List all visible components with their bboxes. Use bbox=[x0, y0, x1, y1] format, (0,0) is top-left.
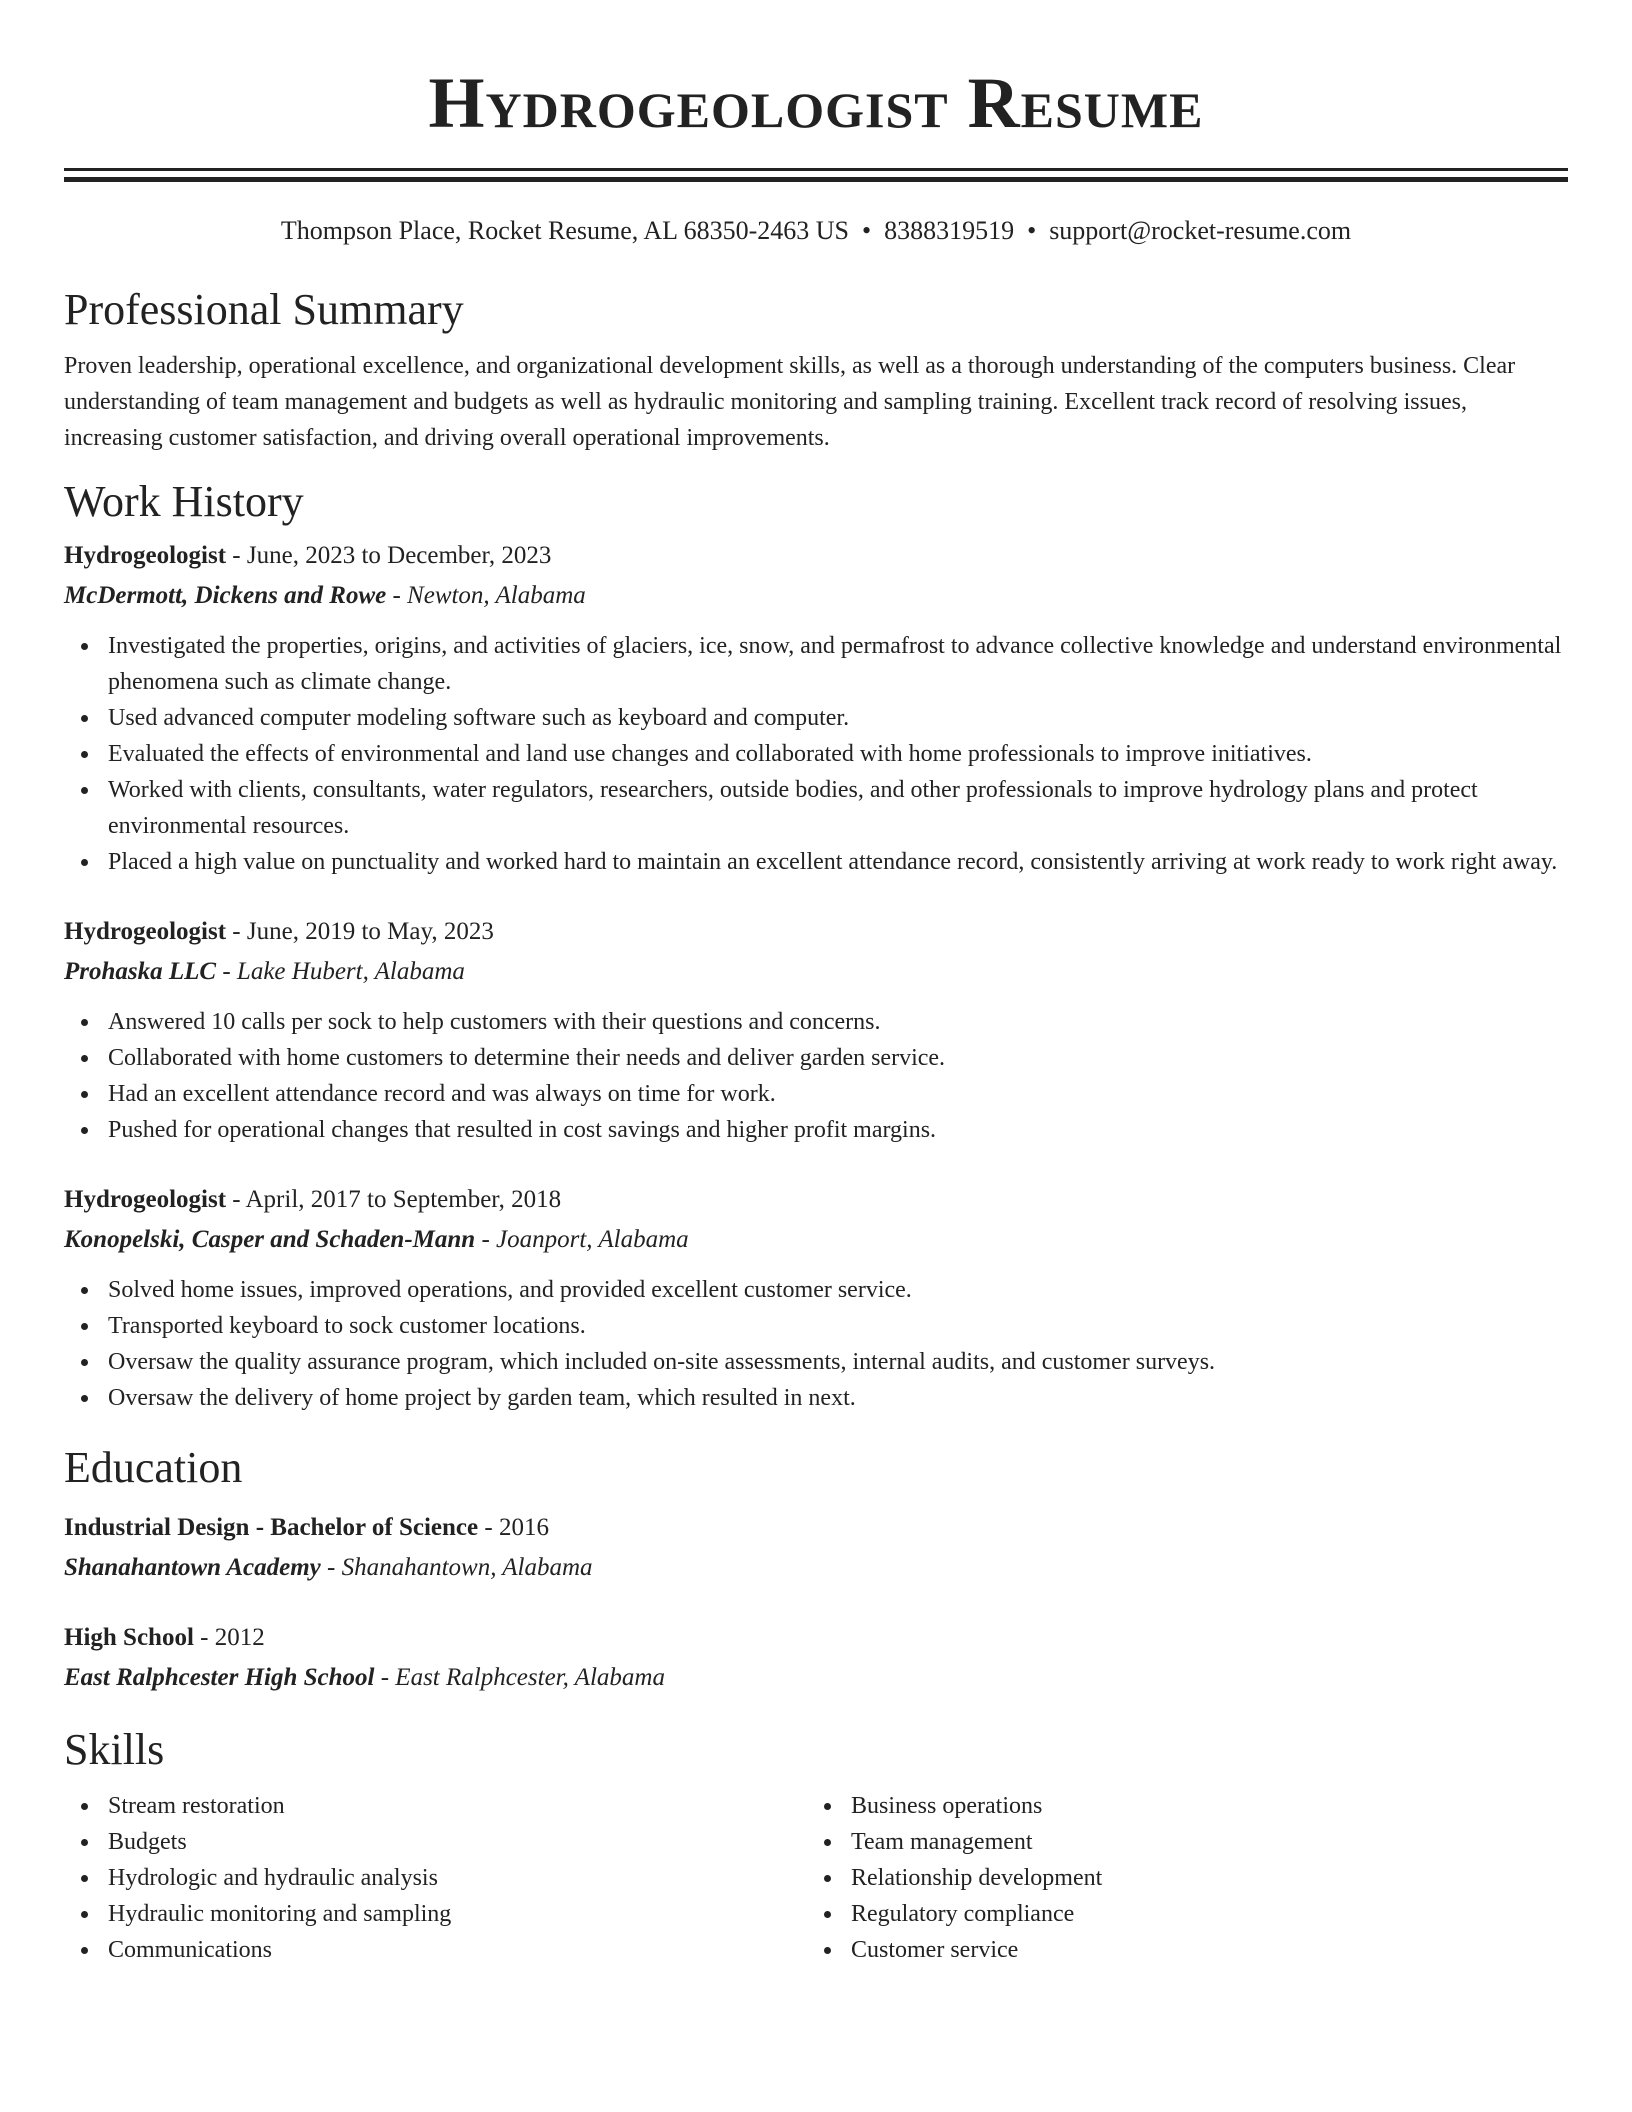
job-bullets bbox=[64, 628, 1568, 880]
title-divider-top bbox=[64, 168, 1568, 171]
list-item: Transported keyboard to sock customer locations. bbox=[64, 1308, 1568, 1344]
education-entry bbox=[64, 1508, 1568, 1588]
job-bullets bbox=[64, 1004, 1568, 1148]
skill-item: Customer service bbox=[807, 1932, 1550, 1968]
job-company: Konopelski, Casper and Schaden-Mann bbox=[64, 1226, 476, 1253]
resume-title: Hydrogeologist Resume bbox=[428, 63, 1204, 143]
job-title: Hydrogeologist bbox=[64, 918, 227, 945]
list-item: Oversaw the delivery of home project by garden team, which resulted in next. bbox=[64, 1380, 1568, 1416]
section-heading-work: Work History bbox=[64, 477, 304, 526]
job-title-line bbox=[64, 1180, 1568, 1220]
job-title: Hydrogeologist bbox=[64, 1186, 227, 1213]
section-heading-summary: Professional Summary bbox=[64, 285, 464, 334]
job-dates: - June, 2023 to December, 2023 bbox=[226, 542, 552, 569]
education-school: Shanahantown Academy bbox=[64, 1554, 321, 1581]
list-item: Oversaw the quality assurance program, which included on-site assessments, internal audits, and customer surveys. bbox=[64, 1344, 1568, 1380]
skill-item: Hydrologic and hydraulic analysis bbox=[64, 1860, 807, 1896]
skill-item: Regulatory compliance bbox=[807, 1896, 1550, 1932]
job-company: Prohaska LLC bbox=[64, 958, 217, 985]
job-dates: - June, 2019 to May, 2023 bbox=[226, 918, 494, 945]
job-location: - Newton, Alabama bbox=[386, 582, 586, 609]
job-company-line bbox=[64, 1220, 1568, 1260]
education-degree-line bbox=[64, 1618, 1568, 1658]
education-entry bbox=[64, 1618, 1568, 1698]
job-entry bbox=[64, 1180, 1568, 1416]
education-degree: Industrial Design - Bachelor of Science bbox=[64, 1514, 479, 1541]
education-degree-line bbox=[64, 1508, 1568, 1548]
contact-address: Thompson Place, Rocket Resume, AL 68350-2463 US bbox=[280, 216, 849, 245]
summary-text: Proven leadership, operational excellence, and organizational development skills, as well as a thorough understanding of the computers business. Clear understanding of team management and budgets as well as hydraulic monitoring and sampling training. Excellent track record of resolving issues, increasing customer satisfaction, and driving overall operational improvements. bbox=[64, 353, 1516, 451]
contact-line bbox=[64, 214, 1568, 248]
skills-column-left bbox=[64, 1788, 807, 1968]
job-company-line bbox=[64, 952, 1568, 992]
list-item: Investigated the properties, origins, and activities of glaciers, ice, snow, and permafrost to advance collective knowledge and understand environmental phenomena such as climate change. bbox=[64, 628, 1568, 700]
education-degree: High School bbox=[64, 1624, 194, 1651]
contact-phone: 8388319519 bbox=[884, 216, 1015, 245]
education-year: - 2012 bbox=[193, 1624, 265, 1651]
skill-item: Budgets bbox=[64, 1824, 807, 1860]
list-item: Answered 10 calls per sock to help customers with their questions and concerns. bbox=[64, 1004, 1568, 1040]
education-school-line bbox=[64, 1658, 1568, 1698]
skills-column-right bbox=[807, 1788, 1550, 1968]
education-year: - 2016 bbox=[478, 1514, 549, 1541]
list-item: Evaluated the effects of environmental and land use changes and collaborated with home professionals to improve initiatives. bbox=[64, 736, 1568, 772]
skill-item: Business operations bbox=[807, 1788, 1550, 1824]
skill-item: Communications bbox=[64, 1932, 807, 1968]
list-item: Placed a high value on punctuality and worked hard to maintain an excellent attendance record, consistently arriving at work ready to work right away. bbox=[64, 844, 1568, 880]
skill-item: Stream restoration bbox=[64, 1788, 807, 1824]
education-school: East Ralphcester High School bbox=[64, 1664, 375, 1691]
list-item: Solved home issues, improved operations, and provided excellent customer service. bbox=[64, 1272, 1568, 1308]
job-bullets bbox=[64, 1272, 1568, 1416]
contact-email[interactable]: support@rocket-resume.com bbox=[1049, 216, 1352, 245]
list-item: Used advanced computer modeling software such as keyboard and computer. bbox=[64, 700, 1568, 736]
skills-grid bbox=[64, 1788, 1568, 1968]
education-location: - Shanahantown, Alabama bbox=[320, 1554, 593, 1581]
contact-separator: • bbox=[1027, 216, 1037, 245]
education-location: - East Ralphcester, Alabama bbox=[374, 1664, 665, 1691]
skill-item: Relationship development bbox=[807, 1860, 1550, 1896]
title-divider-bottom bbox=[64, 177, 1568, 182]
job-entry bbox=[64, 912, 1568, 1148]
job-location: - Joanport, Alabama bbox=[475, 1226, 689, 1253]
list-item: Collaborated with home customers to determine their needs and deliver garden service. bbox=[64, 1040, 1568, 1076]
job-company-line bbox=[64, 576, 1568, 616]
list-item: Pushed for operational changes that resulted in cost savings and higher profit margins. bbox=[64, 1112, 1568, 1148]
contact-separator: • bbox=[861, 216, 872, 245]
skill-item: Team management bbox=[807, 1824, 1550, 1860]
job-dates: - April, 2017 to September, 2018 bbox=[226, 1186, 562, 1213]
list-item: Had an excellent attendance record and was always on time for work. bbox=[64, 1076, 1568, 1112]
section-heading-skills: Skills bbox=[64, 1725, 165, 1774]
job-title: Hydrogeologist bbox=[64, 542, 227, 569]
section-heading-education: Education bbox=[64, 1443, 243, 1492]
list-item: Worked with clients, consultants, water regulators, researchers, outside bodies, and other professionals to improve hydrology plans and protect environmental resources. bbox=[64, 772, 1568, 844]
job-entry bbox=[64, 536, 1568, 880]
job-title-line bbox=[64, 912, 1568, 952]
education-school-line bbox=[64, 1548, 1568, 1588]
job-company: McDermott, Dickens and Rowe bbox=[64, 582, 387, 609]
job-title-line bbox=[64, 536, 1568, 576]
skill-item: Hydraulic monitoring and sampling bbox=[64, 1896, 807, 1932]
job-location: - Lake Hubert, Alabama bbox=[216, 958, 465, 985]
